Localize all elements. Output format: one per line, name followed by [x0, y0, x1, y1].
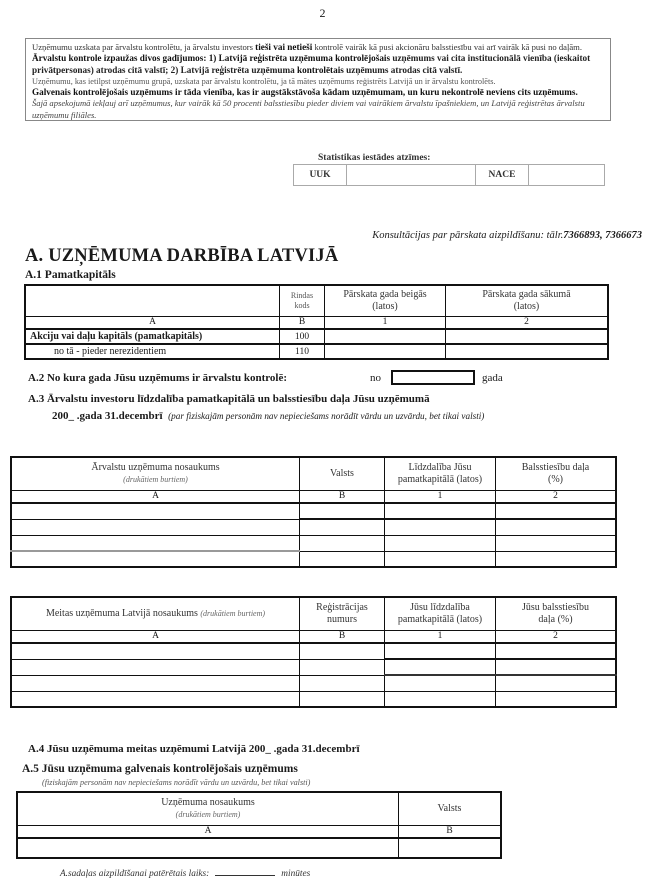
col-code: 2: [496, 490, 617, 503]
main-controller-table: [16, 791, 502, 859]
header-line: kods: [294, 300, 310, 310]
col-code: B: [399, 825, 502, 838]
header-sub: (drukātiem burtiem): [200, 608, 266, 618]
country-field[interactable]: [300, 535, 385, 551]
header-line: (%): [548, 473, 563, 485]
stats-table: [293, 164, 605, 186]
col-code: 2: [496, 630, 617, 643]
a5-note: (fiziskajām personām nav nepieciešams norādīt vārdu un uzvārdu, bet tikai valsti): [42, 778, 311, 787]
company-name-field[interactable]: [11, 519, 300, 535]
time-spent-label: A.sadaļas aizpildīšanai patērētais laiks:: [60, 869, 210, 879]
header-subsidiary-name: [11, 597, 300, 630]
subsidiary-name-field[interactable]: [11, 675, 300, 691]
share-field[interactable]: [385, 519, 496, 535]
header-share: [385, 457, 496, 490]
share-field[interactable]: [385, 659, 496, 675]
country-field[interactable]: [399, 838, 502, 858]
a1-header-blank: [25, 285, 280, 316]
col-code: A: [25, 316, 280, 329]
header-reg-number: [300, 597, 385, 630]
uuk-label: UUK: [294, 165, 347, 186]
control-year-input[interactable]: [391, 370, 475, 385]
a1-table: [24, 284, 609, 360]
header-line: pamatkapitālā (latos): [397, 613, 483, 625]
header-line: Pārskata gada beigās: [343, 288, 427, 300]
note-bold: kontrolējošais: [335, 53, 391, 64]
a3-date-line: [52, 410, 484, 422]
header-line: daļa (%): [538, 613, 573, 625]
header-line: (latos): [372, 300, 398, 312]
subsidiary-name-field[interactable]: [11, 691, 300, 707]
table-row: [11, 691, 616, 707]
header-votes: [496, 457, 617, 490]
share-field[interactable]: [385, 675, 496, 691]
header-line: Balsstiesību daļa: [521, 461, 590, 473]
note-bold: uzņēmums atrodas citā valstī.: [343, 64, 463, 75]
note-bold: kontrolētais: [297, 64, 344, 75]
header-line: Pārskata gada sākumā: [482, 288, 571, 300]
a5-title: A.5 Jūsu uzņēmuma galvenais kontrolējošais uzņēmums: [22, 763, 298, 775]
share-field[interactable]: [385, 503, 496, 519]
a1-title: A.1 Pamatkapitāls: [25, 269, 116, 281]
a2-title: A.2 No kura gada Jūsu uzņēmums ir ārvalstu kontrolē:: [28, 372, 288, 384]
share-field[interactable]: [385, 551, 496, 567]
consultation-line: [372, 230, 642, 241]
company-name-field[interactable]: [11, 551, 300, 567]
col-code: B: [300, 630, 385, 643]
header-line: numurs: [327, 613, 357, 625]
header-line: Līdzdalība Jūsu: [408, 461, 472, 473]
a1-header-row-code: [280, 285, 325, 316]
votes-field[interactable]: [496, 535, 617, 551]
table-row: [17, 838, 501, 858]
company-name-field[interactable]: [11, 535, 300, 551]
nace-field[interactable]: [529, 165, 605, 186]
header-line: Uzņēmuma nosaukums: [161, 796, 255, 808]
a4-title: A.4 Jūsu uzņēmuma meitas uzņēmumi Latvijā 200_ .gada 31.decembrī: [28, 743, 360, 755]
col-code: A: [11, 630, 300, 643]
note-group-text: Uzņēmumu, kas ietilpst uzņēmumu grupā, uzskata par ārvalstu kontrolētu, ja tā mātes uzņēmums reģistrēts Latvijā un ir ārvalstu kontrolēts.: [32, 76, 496, 86]
note-survey-scope: Šajā apsekojumā iekļauj arī uzņēmumus, kur vairāk kā 50 procenti balsstiesību pieder diviem vai vairākiem ārvalstu īpašniekiem, un Latvijā reģistrētas ārvalstu uzņēmumu filiāles.: [32, 98, 585, 120]
reg-number-field[interactable]: [300, 659, 385, 675]
note-bold: tieši vai netieši: [255, 42, 313, 52]
table-row: [25, 329, 608, 344]
table-row: [11, 519, 616, 535]
col-code: 2: [446, 316, 609, 329]
votes-field[interactable]: [496, 659, 617, 675]
votes-field[interactable]: [496, 691, 617, 707]
year-end-field[interactable]: [325, 344, 446, 359]
uuk-field[interactable]: [347, 165, 476, 186]
header-company-name: [17, 792, 399, 825]
share-field[interactable]: [385, 691, 496, 707]
col-code: A: [17, 825, 399, 838]
votes-field[interactable]: [496, 503, 617, 519]
a2-prefix: no: [370, 372, 381, 384]
votes-field[interactable]: [496, 643, 617, 659]
header-line: Reģistrācijas: [316, 601, 368, 613]
header-country: Valsts: [399, 792, 502, 825]
country-field[interactable]: [300, 519, 385, 535]
header-line: Jūsu balsstiesību: [522, 601, 589, 613]
header-line: Meitas uzņēmuma Latvijā nosaukums: [45, 607, 198, 619]
table-row: [11, 659, 616, 675]
row-code: 100: [280, 329, 325, 344]
time-spent-line: [60, 866, 310, 879]
table-row: [11, 535, 616, 551]
a2-suffix: gada: [482, 372, 503, 384]
company-name-field[interactable]: [11, 503, 300, 519]
subsidiaries-table: [10, 596, 617, 708]
time-spent-unit: minūtes: [281, 869, 311, 879]
subsidiary-name-field[interactable]: [11, 643, 300, 659]
consult-phones: 7366893, 7366673: [563, 230, 642, 241]
reg-number-field[interactable]: [300, 691, 385, 707]
year-start-field[interactable]: [446, 344, 609, 359]
header-share: [385, 597, 496, 630]
header-line: Ārvalstu uzņēmuma nosaukums: [91, 461, 220, 473]
reg-number-field[interactable]: [300, 643, 385, 659]
header-sub: (drukātiem burtiem): [123, 474, 188, 484]
col-code: 1: [385, 490, 496, 503]
share-field[interactable]: [385, 535, 496, 551]
col-code: 1: [325, 316, 446, 329]
header-votes: [496, 597, 617, 630]
votes-field[interactable]: [496, 551, 617, 567]
share-field[interactable]: [385, 643, 496, 659]
page-number: 2: [319, 6, 326, 20]
reg-number-field[interactable]: [300, 675, 385, 691]
col-code: B: [300, 490, 385, 503]
consult-text: Konsultācijas par pārskata aizpildīšanu: tālr.: [372, 230, 564, 241]
table-row: [11, 643, 616, 659]
country-field[interactable]: [300, 503, 385, 519]
row-label: Akciju vai daļu kapitāls (pamatkapitāls): [25, 329, 280, 344]
table-row: [11, 551, 616, 567]
header-line: Jūsu līdzdalība: [410, 601, 470, 613]
a3-date: 200_ .gada 31.decembrī: [52, 410, 163, 422]
a3-title: A.3 Ārvalstu investoru līdzdalība pamatkapitālā un balsstiesību daļa Jūsu uzņēmumā: [28, 393, 430, 405]
a1-header-year-end: [325, 285, 446, 316]
note-bold: uzņēmums vai cita institucionālā vienība (ieskaitot privātpersonas) atrodas citā valstī; 2) Latvijā reģistrēta uzņēmuma: [32, 53, 591, 75]
row-code: 110: [280, 344, 325, 359]
votes-field[interactable]: [496, 519, 617, 535]
year-end-field[interactable]: [325, 329, 446, 344]
header-sub: (drukātiem burtiem): [175, 809, 241, 819]
time-spent-field[interactable]: [215, 866, 275, 876]
col-code: 1: [385, 630, 496, 643]
col-code: A: [11, 490, 300, 503]
table-row: [11, 675, 616, 691]
a3-note: (par fiziskajām personām nav nepieciešams norādīt vārdu un uzvārdu, bet tikai valsti): [168, 411, 485, 421]
section-title: A. UZŅĒMUMA DARBĪBA LATVIJĀ: [25, 246, 339, 266]
note-bold: Ārvalstu kontrole izpaužas divos gadījumos: 1) Latvijā reģistrēta uzņēmuma: [32, 53, 336, 64]
row-label: no tā - pieder nerezidentiem: [25, 344, 280, 359]
a1-header-year-start: [446, 285, 609, 316]
instructions-box: [25, 38, 611, 121]
table-row: [11, 503, 616, 519]
note-text: kontrolē vairāk kā pusi akcionāru balsstiesību vai arī vairāk kā pusi no daļām.: [312, 42, 582, 52]
header-line: (latos): [513, 300, 540, 312]
col-code: B: [280, 316, 325, 329]
stats-label: Statistikas iestādes atzīmes:: [318, 153, 431, 163]
header-line: Rindas: [290, 290, 314, 300]
company-name-field[interactable]: [17, 838, 399, 858]
year-start-field[interactable]: [446, 329, 609, 344]
header-country: Valsts: [300, 457, 385, 490]
header-company-name: [11, 457, 300, 490]
votes-field[interactable]: [496, 675, 617, 691]
note-main-controller: Galvenais kontrolējošais uzņēmums ir tāda vienība, kas ir augstākstāvoša kādam uzņēmumam, un kuru nekontrolē neviens cits uzņēmums.: [32, 87, 578, 98]
nace-label: NACE: [476, 165, 529, 186]
header-line: pamatkapitālā (latos): [397, 473, 483, 485]
subsidiary-name-field[interactable]: [11, 659, 300, 675]
country-field[interactable]: [300, 551, 385, 567]
table-row: [25, 344, 608, 359]
note-text: Uzņēmumu uzskata par ārvalstu kontrolētu, ja ārvalstu investors: [32, 42, 256, 52]
foreign-investors-table: [10, 456, 617, 568]
